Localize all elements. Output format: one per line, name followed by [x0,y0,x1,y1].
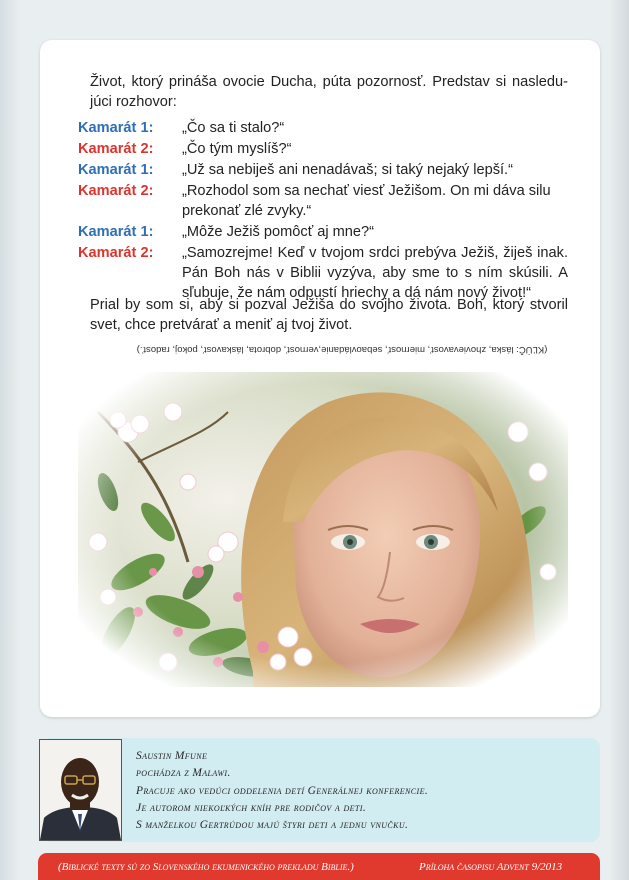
dialogue-text: „Čo sa ti stalo?“ [182,120,285,136]
dialogue-text: „Už sa nebiješ ani nenadávaš; si taký nejaký lepší.“ [182,162,513,178]
footer-bible-note: (Biblické texty sú zo Slovenského ekumenického prekladu Biblie.) [58,861,354,873]
author-bio-line: Je autorom niekoľkých kníh pre rodičov a deti. [136,801,367,814]
dialogue-text: „Rozhodol som sa nechať viesť Ježišom. On mi dáva silu prekonať zlé zvyky.“ [182,183,551,219]
dialogue-line [78,243,568,303]
speaker-label: Kamarát 2: [78,245,154,261]
speaker-label: Kamarát 1: [78,162,154,178]
dialogue-text: „Čo tým myslíš?“ [182,141,292,157]
author-portrait-photo [39,739,122,841]
speaker-label: Kamarát 1: [78,224,154,240]
speaker-label: Kamarát 2: [78,141,154,157]
dialogue-line [78,181,568,221]
dialogue-line [78,160,568,180]
author-bio-line: pochádza z Malawi. [136,767,231,780]
answer-key-upside-down: (KĽÚČ: láska, zhovievavosť, miernosť, sebaovládanie,vernosť, dobrota, láskavosť, pokoj, radosť.) [136,344,548,355]
intro-paragraph: Život, ktorý prináša ovocie Ducha, púta pozornosť. Predstav si nasledujúci rozhovor: [90,74,568,110]
author-bio-line: Pracuje ako vedúci oddelenia detí Generálnej konferencie. [136,784,429,797]
footer-publication: Príloha časopisu Advent 9/2013 [419,861,563,873]
dialogue-text: „Samozrejme! Keď v tvojom srdci prebýva Ježiš, žiješ inak. Pán Boh nás v Biblii vyzýva, aby sme to s ním skúsili. A sľubuje, že nám odpustí hriechy a dá nám nový život!“ [182,245,568,301]
speaker-label: Kamarát 2: [78,183,154,199]
speaker-label: Kamarát 1: [78,120,154,136]
author-bio [136,748,586,834]
dialogue-line [78,139,568,159]
dialogue-line [78,222,568,242]
dialogue-line [78,118,568,138]
closing-paragraph: Prial by som si, aby si pozval Ježiša do svojho života. Boh, ktorý stvoril svet, chce pretvárať a meniť aj tvoj život. [90,297,568,333]
girl-with-blossoms-photo [78,372,568,687]
author-bio-line: S manželkou Gertrúdou majú štyri deti a jednu vnučku. [136,819,409,832]
author-name: Saustin Mfune [136,750,208,762]
dialogue [78,118,568,304]
dialogue-text: „Môže Ježiš pomôcť aj mne?“ [182,224,375,240]
